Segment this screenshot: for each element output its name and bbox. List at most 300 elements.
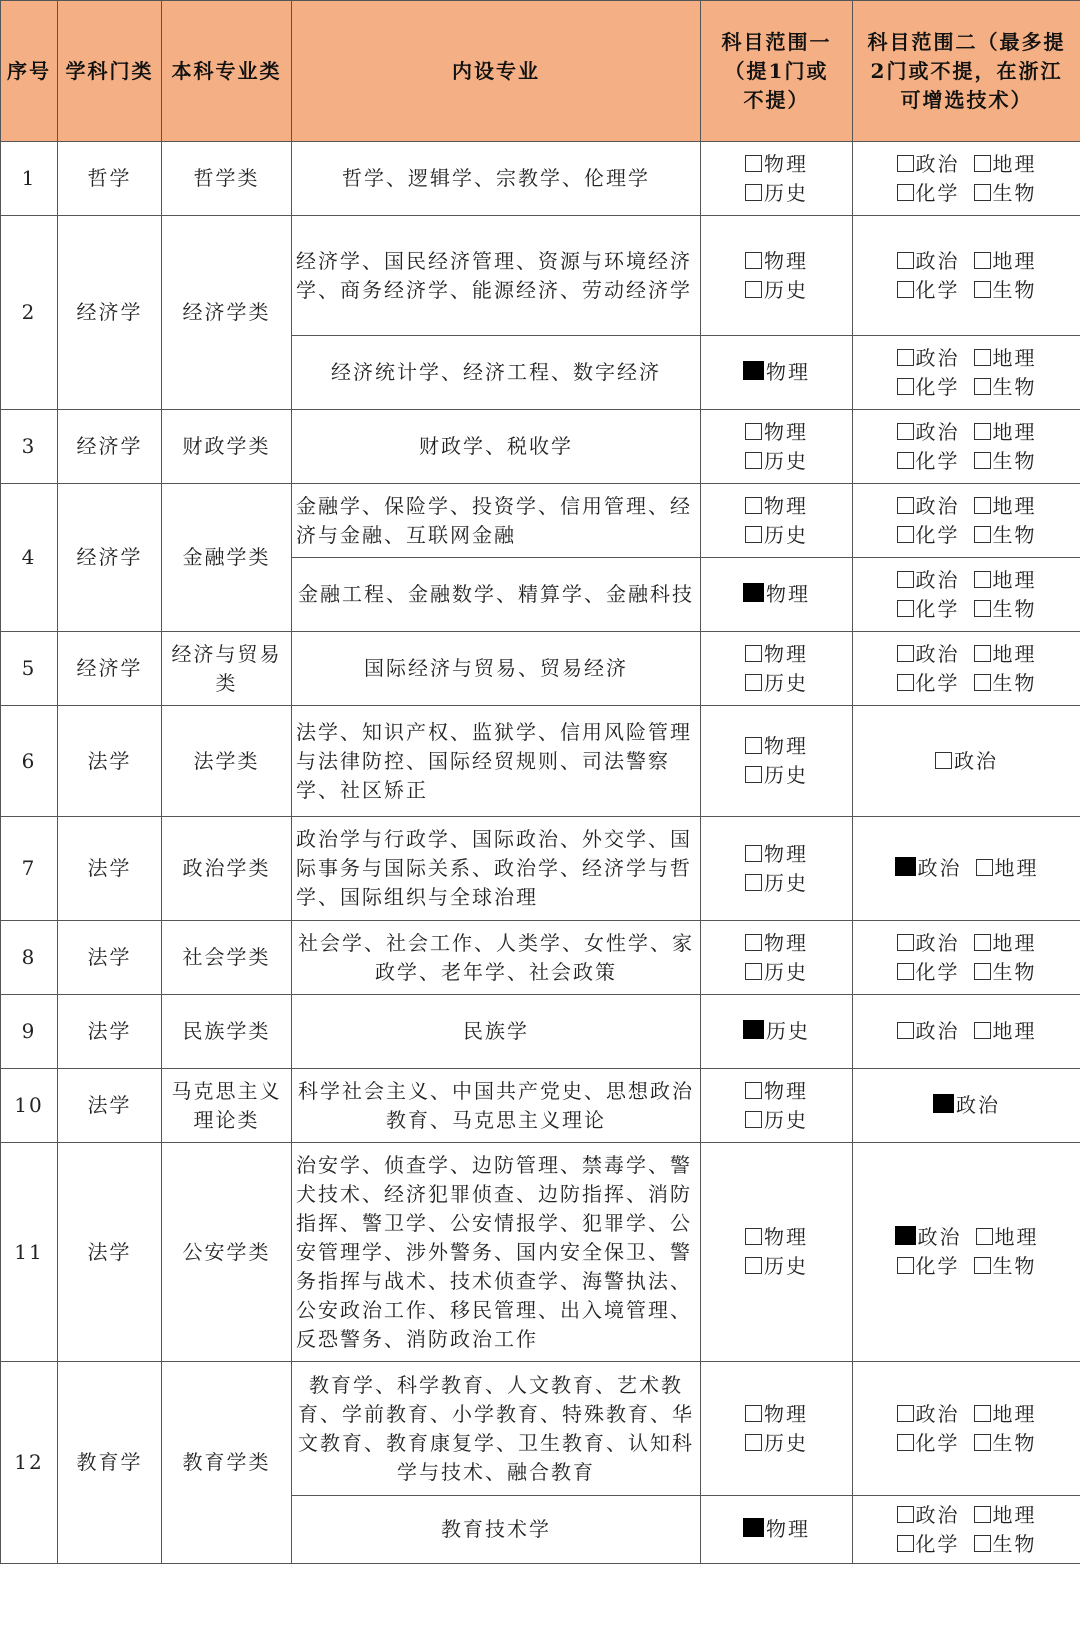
subject-label: 地理 — [992, 345, 1037, 370]
subject-line — [705, 492, 848, 521]
checkbox-icon[interactable] — [897, 600, 914, 617]
checkbox-icon[interactable] — [974, 452, 991, 469]
row-category: 哲学类 — [162, 142, 292, 216]
subject-option[interactable] — [745, 669, 808, 698]
subject-label: 地理 — [994, 856, 1039, 880]
checkbox-checked-icon[interactable] — [895, 857, 916, 876]
subject-label: 地理 — [992, 248, 1037, 273]
row-category: 教育学类 — [162, 1362, 292, 1564]
subject-option[interactable] — [745, 958, 808, 987]
subject-option[interactable] — [976, 1223, 1039, 1252]
subject-line — [705, 418, 848, 447]
row-category: 马克思主义理论类 — [162, 1069, 292, 1143]
checkbox-icon[interactable] — [745, 526, 762, 543]
checkbox-icon[interactable] — [745, 737, 762, 754]
checkbox-icon[interactable] — [974, 674, 991, 691]
subject-label: 历史 — [764, 522, 808, 547]
subject-option[interactable] — [974, 150, 1037, 179]
subject-label: 地理 — [992, 1401, 1037, 1426]
subject-label: 物理 — [764, 1225, 808, 1249]
subject-label: 物理 — [764, 419, 808, 444]
checkbox-icon[interactable] — [745, 452, 762, 469]
subject-label: 化学 — [915, 180, 960, 205]
checkbox-icon[interactable] — [745, 1111, 762, 1128]
checkbox-icon[interactable] — [974, 1506, 991, 1523]
subject-option[interactable] — [743, 1515, 810, 1544]
checkbox-icon[interactable] — [745, 1405, 762, 1422]
subject-label: 历史 — [764, 448, 808, 473]
subject-line — [857, 958, 1076, 987]
checkbox-checked-icon[interactable] — [895, 1226, 916, 1245]
checkbox-icon[interactable] — [897, 497, 914, 514]
checkbox-icon[interactable] — [897, 184, 914, 201]
subject-line — [857, 669, 1076, 698]
subject-line — [705, 929, 848, 958]
checkbox-icon[interactable] — [974, 378, 991, 395]
subject-label: 历史 — [764, 763, 808, 787]
subject-option[interactable] — [897, 276, 960, 305]
subject-label: 物理 — [764, 930, 808, 955]
subject-option[interactable] — [974, 492, 1037, 521]
subject-option[interactable] — [897, 1400, 960, 1429]
subject-line — [857, 247, 1076, 276]
row-range1 — [701, 1143, 853, 1362]
subject-label: 化学 — [915, 277, 960, 302]
subject-label: 历史 — [764, 670, 808, 695]
subject-option[interactable] — [745, 1400, 808, 1429]
subject-label: 地理 — [992, 930, 1037, 955]
subject-option[interactable] — [897, 344, 960, 373]
subject-option[interactable] — [974, 1400, 1037, 1429]
checkbox-icon[interactable] — [745, 963, 762, 980]
subject-label: 化学 — [915, 1531, 960, 1556]
subject-label: 物理 — [764, 1401, 808, 1426]
subject-line — [857, 373, 1076, 402]
checkbox-icon[interactable] — [974, 423, 991, 440]
subject-option[interactable] — [743, 1017, 810, 1046]
row-discipline: 哲学 — [58, 142, 162, 216]
row-range2 — [853, 706, 1080, 817]
subject-label: 生物 — [992, 959, 1037, 984]
subject-option[interactable] — [897, 929, 960, 958]
subject-option[interactable] — [974, 447, 1037, 476]
subject-label: 政治 — [915, 1502, 960, 1527]
subject-option[interactable] — [974, 595, 1037, 624]
subject-label: 历史 — [764, 1107, 808, 1132]
row-index: 6 — [1, 706, 58, 817]
checkbox-icon[interactable] — [897, 963, 914, 980]
subject-line — [857, 929, 1076, 958]
row-index: 11 — [1, 1143, 58, 1362]
subject-label: 生物 — [992, 522, 1037, 547]
checkbox-icon[interactable] — [974, 526, 991, 543]
checkbox-icon[interactable] — [745, 934, 762, 951]
checkbox-icon[interactable] — [745, 845, 762, 862]
row-majors: 教育技术学 — [292, 1496, 701, 1564]
subject-option[interactable] — [897, 447, 960, 476]
row-majors: 经济统计学、经济工程、数字经济 — [292, 336, 701, 410]
row-index: 5 — [1, 632, 58, 706]
subject-option[interactable] — [974, 640, 1037, 669]
checkbox-icon[interactable] — [974, 1434, 991, 1451]
subject-option[interactable] — [745, 247, 808, 276]
row-range1 — [701, 995, 853, 1069]
row-discipline: 教育学 — [58, 1362, 162, 1564]
checkbox-icon[interactable] — [897, 1506, 914, 1523]
subject-line — [705, 1429, 848, 1458]
row-range2 — [853, 1362, 1080, 1496]
subject-option[interactable] — [745, 492, 808, 521]
row-majors: 经济学、国民经济管理、资源与环境经济学、商务经济学、能源经济、劳动经济学 — [292, 216, 701, 336]
subject-label: 地理 — [994, 1225, 1039, 1249]
row-range2 — [853, 216, 1080, 336]
checkbox-icon[interactable] — [897, 1405, 914, 1422]
subject-option[interactable] — [745, 1106, 808, 1135]
checkbox-icon[interactable] — [745, 1257, 762, 1274]
row-category: 公安学类 — [162, 1143, 292, 1362]
subject-option[interactable] — [974, 566, 1037, 595]
header-range2: 科目范围二（最多提2门或不提，在浙江可增选技术） — [853, 1, 1080, 142]
subject-line — [705, 640, 848, 669]
subject-line — [857, 276, 1076, 305]
row-range2 — [853, 632, 1080, 706]
row-discipline: 法学 — [58, 817, 162, 921]
table-row — [1, 216, 1080, 336]
row-range2 — [853, 484, 1080, 558]
checkbox-icon[interactable] — [897, 281, 914, 298]
checkbox-icon[interactable] — [897, 571, 914, 588]
header-discipline: 学科门类 — [58, 1, 162, 142]
checkbox-icon[interactable] — [897, 349, 914, 366]
header-category: 本科专业类 — [162, 1, 292, 142]
subject-line — [705, 669, 848, 698]
checkbox-checked-icon[interactable] — [743, 1518, 764, 1537]
subject-option[interactable] — [897, 566, 960, 595]
subject-label: 物理 — [764, 641, 808, 666]
subject-option[interactable] — [974, 373, 1037, 402]
subject-option[interactable] — [745, 447, 808, 476]
subject-option[interactable] — [974, 276, 1037, 305]
subject-line — [857, 492, 1076, 521]
checkbox-icon[interactable] — [974, 1405, 991, 1422]
subject-line — [857, 1429, 1076, 1458]
subject-label: 地理 — [992, 419, 1037, 444]
subject-option[interactable] — [974, 1429, 1037, 1458]
checkbox-icon[interactable] — [745, 674, 762, 691]
subject-line — [705, 1077, 848, 1106]
checkbox-icon[interactable] — [745, 155, 762, 172]
subject-option[interactable] — [897, 1429, 960, 1458]
subject-line — [857, 854, 1076, 883]
subject-option[interactable] — [974, 344, 1037, 373]
table-row — [1, 142, 1080, 216]
checkbox-icon[interactable] — [976, 1228, 993, 1245]
row-range1 — [701, 216, 853, 336]
table-row — [1, 484, 1080, 558]
checkbox-checked-icon[interactable] — [743, 1020, 764, 1039]
subject-option[interactable] — [974, 1530, 1037, 1559]
subject-label: 生物 — [992, 180, 1037, 205]
subject-line — [705, 447, 848, 476]
subject-label: 化学 — [915, 374, 960, 399]
row-range2 — [853, 817, 1080, 921]
subject-option[interactable] — [745, 929, 808, 958]
subject-option[interactable] — [897, 640, 960, 669]
subject-label: 化学 — [915, 1430, 960, 1455]
row-range1 — [701, 1496, 853, 1564]
checkbox-icon[interactable] — [897, 452, 914, 469]
row-index: 7 — [1, 817, 58, 921]
row-range2 — [853, 995, 1080, 1069]
row-majors: 治安学、侦查学、边防管理、禁毒学、警犬技术、经济犯罪侦查、边防指挥、消防指挥、警卫学、公安情报学、犯罪学、公安管理学、涉外警务、国内安全保卫、警务指挥与战术、技术侦查学、海警执法、公安政治工作、移民管理、出入境管理、反恐警务、消防政治工作 — [292, 1143, 701, 1362]
subject-label: 历史 — [766, 1019, 810, 1043]
checkbox-icon[interactable] — [745, 766, 762, 783]
subject-option[interactable] — [745, 521, 808, 550]
row-discipline: 法学 — [58, 706, 162, 817]
subject-option[interactable] — [976, 854, 1039, 883]
subject-option[interactable] — [974, 247, 1037, 276]
subject-option[interactable] — [897, 247, 960, 276]
checkbox-icon[interactable] — [897, 378, 914, 395]
subject-option[interactable] — [745, 640, 808, 669]
table-row — [1, 921, 1080, 995]
subject-label: 历史 — [764, 1254, 808, 1278]
checkbox-checked-icon[interactable] — [743, 583, 764, 602]
subject-label: 地理 — [992, 1502, 1037, 1527]
subject-label: 政治 — [956, 1093, 1000, 1117]
subject-option[interactable] — [933, 1091, 1000, 1120]
checkbox-checked-icon[interactable] — [933, 1094, 954, 1113]
checkbox-icon[interactable] — [976, 859, 993, 876]
subject-line — [705, 869, 848, 898]
subject-option[interactable] — [745, 418, 808, 447]
subject-option[interactable] — [897, 373, 960, 402]
subject-line — [857, 1501, 1076, 1530]
subject-label: 物理 — [764, 151, 808, 176]
checkbox-icon[interactable] — [974, 1257, 991, 1274]
header-index: 序号 — [1, 1, 58, 142]
checkbox-icon[interactable] — [745, 1082, 762, 1099]
checkbox-icon[interactable] — [745, 281, 762, 298]
row-range1 — [701, 484, 853, 558]
subject-option[interactable] — [897, 492, 960, 521]
row-discipline: 经济学 — [58, 410, 162, 484]
row-category: 政治学类 — [162, 817, 292, 921]
checkbox-checked-icon[interactable] — [743, 361, 764, 380]
subject-option[interactable] — [745, 1077, 808, 1106]
header-row — [1, 1, 1080, 142]
row-majors: 教育学、科学教育、人文教育、艺术教育、学前教育、小学教育、特殊教育、华文教育、教育康复学、卫生教育、认知科学与技术、融合教育 — [292, 1362, 701, 1496]
checkbox-icon[interactable] — [897, 155, 914, 172]
subject-line — [857, 1530, 1076, 1559]
checkbox-icon[interactable] — [897, 1257, 914, 1274]
subject-line — [857, 521, 1076, 550]
subject-label: 化学 — [915, 522, 960, 547]
subject-label: 物理 — [766, 1517, 810, 1541]
checkbox-icon[interactable] — [897, 423, 914, 440]
row-range2 — [853, 1069, 1080, 1143]
subject-option[interactable] — [897, 1017, 960, 1046]
checkbox-icon[interactable] — [745, 497, 762, 514]
row-discipline: 法学 — [58, 1069, 162, 1143]
checkbox-icon[interactable] — [974, 184, 991, 201]
subject-label: 政治 — [915, 419, 960, 444]
subject-option[interactable] — [745, 732, 808, 761]
row-majors: 社会学、社会工作、人类学、女性学、家政学、老年学、社会政策 — [292, 921, 701, 995]
subject-option[interactable] — [974, 929, 1037, 958]
subject-option[interactable] — [897, 418, 960, 447]
row-majors: 国际经济与贸易、贸易经济 — [292, 632, 701, 706]
subject-line — [705, 840, 848, 869]
checkbox-icon[interactable] — [974, 1535, 991, 1552]
checkbox-icon[interactable] — [745, 184, 762, 201]
subject-line — [705, 1252, 848, 1281]
subject-option[interactable] — [743, 358, 810, 387]
subject-line — [857, 179, 1076, 208]
subject-option[interactable] — [935, 747, 998, 776]
subject-option[interactable] — [745, 1429, 808, 1458]
checkbox-icon[interactable] — [974, 281, 991, 298]
subject-line — [705, 150, 848, 179]
row-discipline: 经济学 — [58, 484, 162, 632]
subject-option[interactable] — [974, 1017, 1037, 1046]
row-category: 经济学类 — [162, 216, 292, 410]
subject-label: 地理 — [992, 493, 1037, 518]
checkbox-icon[interactable] — [974, 934, 991, 951]
subject-label: 物理 — [764, 841, 808, 866]
subject-option[interactable] — [974, 179, 1037, 208]
subject-label: 化学 — [915, 1254, 960, 1278]
subject-option[interactable] — [897, 669, 960, 698]
row-range1 — [701, 558, 853, 632]
subject-option[interactable] — [745, 761, 808, 790]
checkbox-icon[interactable] — [897, 526, 914, 543]
row-discipline: 经济学 — [58, 632, 162, 706]
subject-option[interactable] — [745, 150, 808, 179]
subject-label: 地理 — [992, 641, 1037, 666]
checkbox-icon[interactable] — [897, 1434, 914, 1451]
subject-label: 地理 — [992, 151, 1037, 176]
subject-option[interactable] — [897, 521, 960, 550]
subject-option[interactable] — [974, 1252, 1037, 1281]
subject-label: 物理 — [764, 734, 808, 758]
row-range1 — [701, 1069, 853, 1143]
subject-option[interactable] — [745, 276, 808, 305]
subject-line — [705, 1106, 848, 1135]
subject-option[interactable] — [895, 1223, 962, 1252]
checkbox-icon[interactable] — [974, 252, 991, 269]
checkbox-icon[interactable] — [974, 1022, 991, 1039]
subject-option[interactable] — [745, 869, 808, 898]
subject-label: 生物 — [992, 1430, 1037, 1455]
row-discipline: 法学 — [58, 1143, 162, 1362]
row-range2 — [853, 336, 1080, 410]
row-majors: 金融学、保险学、投资学、信用管理、经济与金融、互联网金融 — [292, 484, 701, 558]
subject-line — [857, 1252, 1076, 1281]
row-index: 2 — [1, 216, 58, 410]
checkbox-icon[interactable] — [974, 645, 991, 662]
checkbox-icon[interactable] — [974, 349, 991, 366]
subject-option[interactable] — [897, 1252, 960, 1281]
subject-option[interactable] — [895, 854, 962, 883]
subject-option[interactable] — [897, 179, 960, 208]
subject-option[interactable] — [745, 179, 808, 208]
subject-label: 生物 — [992, 374, 1037, 399]
row-index: 10 — [1, 1069, 58, 1143]
subject-option[interactable] — [897, 958, 960, 987]
checkbox-icon[interactable] — [897, 1022, 914, 1039]
subject-option[interactable] — [974, 669, 1037, 698]
checkbox-icon[interactable] — [897, 645, 914, 662]
row-range1 — [701, 1362, 853, 1496]
subject-line — [857, 1017, 1076, 1046]
row-category: 金融学类 — [162, 484, 292, 632]
subject-label: 政治 — [915, 248, 960, 273]
checkbox-icon[interactable] — [745, 645, 762, 662]
subject-line — [705, 276, 848, 305]
checkbox-icon[interactable] — [935, 752, 952, 769]
subject-option[interactable] — [897, 1501, 960, 1530]
subject-option[interactable] — [745, 1252, 808, 1281]
subject-option[interactable] — [974, 521, 1037, 550]
row-range1 — [701, 142, 853, 216]
checkbox-icon[interactable] — [745, 252, 762, 269]
subject-option[interactable] — [974, 418, 1037, 447]
row-index: 8 — [1, 921, 58, 995]
subject-label: 政治 — [954, 748, 998, 773]
checkbox-icon[interactable] — [745, 423, 762, 440]
checkbox-icon[interactable] — [745, 1228, 762, 1245]
subject-label: 政治 — [915, 567, 960, 592]
checkbox-icon[interactable] — [974, 497, 991, 514]
subject-line — [857, 566, 1076, 595]
checkbox-icon[interactable] — [897, 674, 914, 691]
subject-option[interactable] — [974, 958, 1037, 987]
checkbox-icon[interactable] — [897, 934, 914, 951]
subject-option[interactable] — [897, 150, 960, 179]
row-discipline: 法学 — [58, 995, 162, 1069]
checkbox-icon[interactable] — [897, 252, 914, 269]
subject-label: 化学 — [915, 670, 960, 695]
subject-label: 历史 — [764, 180, 808, 205]
checkbox-icon[interactable] — [745, 1434, 762, 1451]
subject-option[interactable] — [897, 1530, 960, 1559]
subject-label: 政治 — [915, 641, 960, 666]
subject-line — [857, 344, 1076, 373]
subject-line — [857, 1091, 1076, 1120]
checkbox-icon[interactable] — [974, 600, 991, 617]
subject-line — [705, 179, 848, 208]
checkbox-icon[interactable] — [974, 571, 991, 588]
checkbox-icon[interactable] — [745, 874, 762, 891]
row-discipline: 法学 — [58, 921, 162, 995]
subject-line — [705, 521, 848, 550]
subject-option[interactable] — [897, 595, 960, 624]
header-majors: 内设专业 — [292, 1, 701, 142]
subject-option[interactable] — [745, 840, 808, 869]
row-majors: 金融工程、金融数学、精算学、金融科技 — [292, 558, 701, 632]
subject-line — [857, 1223, 1076, 1252]
row-range2 — [853, 921, 1080, 995]
row-range1 — [701, 632, 853, 706]
checkbox-icon[interactable] — [974, 963, 991, 980]
checkbox-icon[interactable] — [897, 1535, 914, 1552]
subject-option[interactable] — [745, 1223, 808, 1252]
subject-option[interactable] — [974, 1501, 1037, 1530]
subject-option[interactable] — [743, 580, 810, 609]
row-range1 — [701, 410, 853, 484]
checkbox-icon[interactable] — [974, 155, 991, 172]
